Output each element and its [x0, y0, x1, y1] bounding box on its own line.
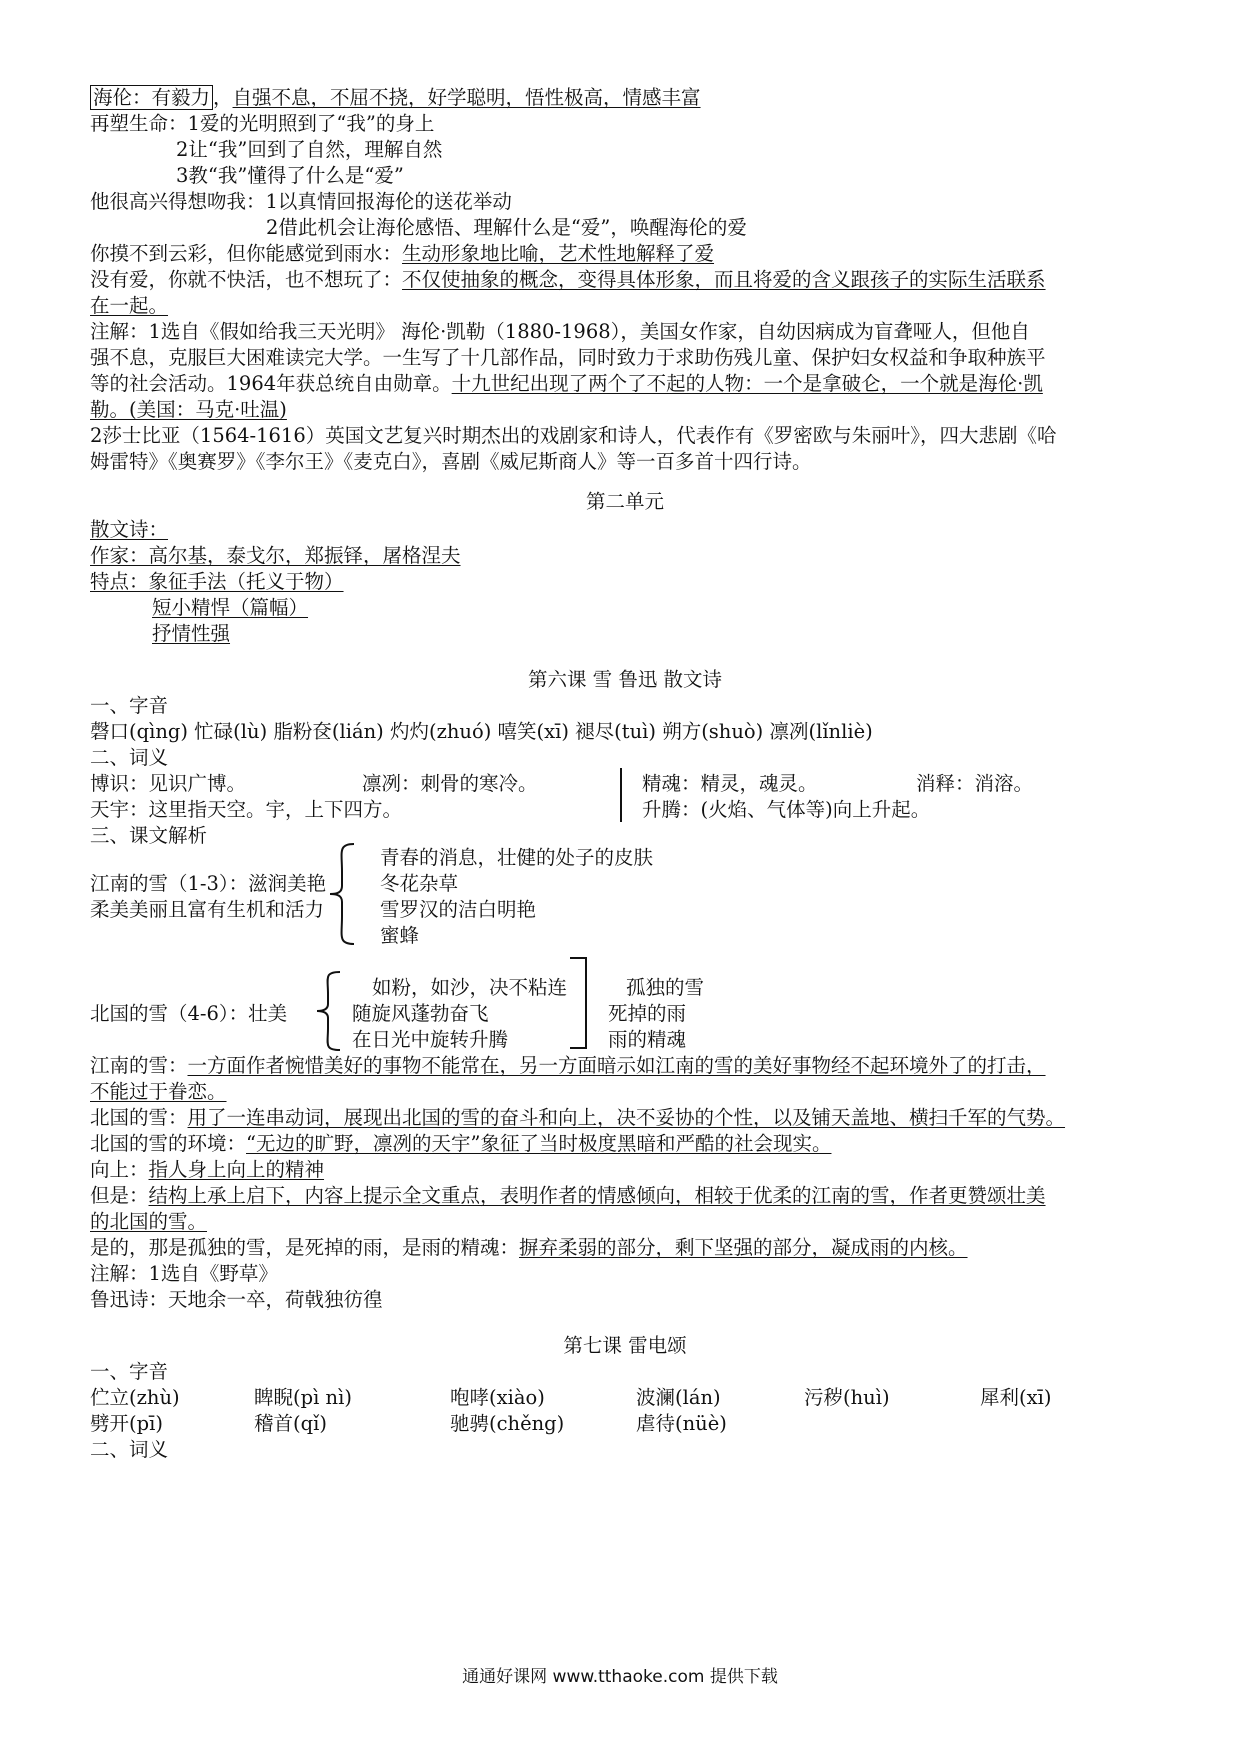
north-item: 随旋风蓬勃奋飞: [352, 1002, 489, 1025]
cloud-line: 你摸不到云彩，但你能感觉到雨水：生动形象地比喻，艺术性地解释了爱: [90, 242, 715, 265]
lesson6-note: 注解：1选自《野草》: [90, 1262, 278, 1285]
unit2-title: 第二单元: [585, 490, 664, 513]
kiss-line: 他很高兴得想吻我：1以真情回报海伦的送花举动: [90, 190, 512, 213]
south-item: 雪罗汉的洁白明艳: [380, 898, 537, 921]
lesson7-title: 第七课 雷电颂: [563, 1334, 687, 1357]
north-item: 如粉，如沙，决不粘连: [372, 976, 568, 999]
prose-poem-label: 散文诗：: [90, 518, 169, 541]
pron-item: 稽首(qǐ): [254, 1412, 327, 1435]
pron-item: 波澜(lán): [636, 1386, 721, 1409]
north-snow-label: 北国的雪（4-6）：壮美: [90, 1002, 288, 1025]
north-right-item: 死掉的雨: [608, 1002, 687, 1025]
lesson6-poem: 鲁迅诗：天地余一卒，荷戟独彷徨: [90, 1288, 383, 1311]
environment-explain: 北国的雪的环境：“无边的旷野，凛冽的天宇”象征了当时极度黑暗和严酷的社会现实。: [90, 1132, 832, 1155]
pron-item: 犀利(xī): [980, 1386, 1052, 1409]
south-snow-sub: 柔美美丽且富有生机和活力: [90, 898, 325, 921]
lesson7-vocab-head: 二、词义: [90, 1438, 169, 1461]
south-item: 青春的消息，壮健的处子的皮肤: [380, 846, 654, 869]
features-line: 特点：象征手法（托义于物）: [90, 570, 344, 593]
analysis-head: 三、课文解析: [90, 824, 208, 847]
lesson7-pron-head: 一、字音: [90, 1360, 169, 1383]
north-right-item: 孤独的雪: [626, 976, 705, 999]
love-line-cont: 在一起。: [90, 294, 169, 317]
feature-2: 短小精悍（篇幅）: [152, 596, 309, 619]
north-explain: 北国的雪：用了一连串动词，展现出北国的雪的奋斗和向上，决不妥协的个性，以及铺天盖地、横扫千军的气势。: [90, 1106, 1066, 1129]
vocab-4: 消释：消溶。: [916, 772, 1034, 795]
pron-item: 睥睨(pì nì): [254, 1386, 352, 1409]
helen-line: 海伦：有毅力 ，自强不息，不屈不挠，好学聪明，悟性极高，情感丰富: [90, 84, 701, 112]
north-item: 在日光中旋转升腾: [352, 1028, 509, 1051]
south-item: 冬花杂草: [380, 872, 459, 895]
feature-3: 抒情性强: [152, 622, 231, 645]
south-item: 蜜蜂: [380, 924, 420, 947]
love-line: 没有爱，你就不快活，也不想玩了：不仅使抽象的概念，变得具体形象，而且将爱的含义跟孩子的实际生活联系: [90, 268, 1046, 291]
north-brace: [312, 970, 348, 1052]
vocab-divider: [620, 768, 622, 822]
helen-label: 海伦：有毅力: [90, 85, 213, 110]
but-explain: 但是：结构上承上启下，内容上提示全文重点，表明作者的情感倾向，相较于优柔的江南的雪，作者更赞颂壮美: [90, 1184, 1046, 1207]
note-1-line-b: 强不息，克服巨大困难读完大学。一生写了十几部作品，同时致力于求助伤残儿童、保护妇女权益和争取种族平: [90, 346, 1046, 369]
pron-item: 劈开(pī): [90, 1412, 163, 1435]
lesson6-title: 第六课 雪 鲁迅 散文诗: [527, 668, 723, 691]
north-right-item: 雨的精魂: [608, 1028, 687, 1051]
note-1-line-c: 等的社会活动。1964年获总统自由勋章。十九世纪出现了两个了不起的人物：一个是拿破仑，一个就是海伦·凯: [90, 372, 1043, 395]
pron-item: 咆哮(xiào): [450, 1386, 545, 1409]
vocab-3: 精魂：精灵，魂灵。: [642, 772, 818, 795]
south-snow-label: 江南的雪（1-3）：滋润美艳: [90, 872, 327, 895]
vocab-1: 博识：见识广博。: [90, 772, 247, 795]
authors-line: 作家：高尔基，泰戈尔，郑振铎，屠格涅夫: [90, 544, 461, 567]
pron-item: 驰骋(chěng): [450, 1412, 565, 1435]
lesson6-vocab-head: 二、词义: [90, 746, 169, 769]
note-2-line-a: 2莎士比亚（1564-1616）英国文艺复兴时期杰出的戏剧家和诗人，代表作有《罗密欧与朱丽叶》，四大悲剧《哈: [90, 424, 1057, 447]
south-brace: [324, 842, 364, 946]
footer-credit: 通通好课网 www.tthaoke.com 提供下载: [462, 1667, 778, 1687]
lesson6-pron-line: 磬口(qìng) 忙碌(lù) 脂粉奁(lián) 灼灼(zhuó) 嘻笑(xī) 褪尽(tuì) 朔方(shuò) 凛冽(lǐnliè): [90, 720, 873, 743]
upward-explain: 向上：指人身上向上的精神: [90, 1158, 325, 1181]
reshape-item-2: 2让“我”回到了自然，理解自然: [176, 138, 443, 161]
north-bracket: [566, 956, 592, 1052]
but-explain-cont: 的北国的雪。: [90, 1210, 208, 1233]
reshape-item-3: 3教“我”懂得了什么是“爱”: [176, 164, 404, 187]
note-2-line-b: 姆雷特》《奥赛罗》《李尔王》《麦克白》，喜剧《威尼斯商人》等一百多首十四行诗。: [90, 450, 812, 473]
vocab-2: 凛冽：刺骨的寒冷。: [362, 772, 538, 795]
note-1-line-a: 注解：1选自《假如给我三天光明》 海伦·凯勒（1880-1968），美国女作家，自幼因病成为盲聋哑人，但他自: [90, 320, 1030, 343]
south-explain: 江南的雪：一方面作者惋惜美好的事物不能常在，另一方面暗示如江南的雪的美好事物经不起环境外了的打击，: [90, 1054, 1046, 1077]
helen-traits: 自强不息，不屈不挠，好学聪明，悟性极高，情感丰富: [232, 86, 701, 109]
kiss-item-2: 2借此机会让海伦感悟、理解什么是“爱”，唤醒海伦的爱: [266, 216, 747, 239]
yes-explain: 是的，那是孤独的雪，是死掉的雨，是雨的精魂：摒弃柔弱的部分，剩下坚强的部分，凝成雨的内核。: [90, 1236, 968, 1259]
note-1-line-d: 勒。(美国：马克·吐温): [90, 398, 287, 421]
vocab-6: 升腾：(火焰、气体等)向上升起。: [642, 798, 931, 821]
pron-item: 污秽(huì): [804, 1386, 890, 1409]
lesson6-pron-head: 一、字音: [90, 694, 169, 717]
south-explain-cont: 不能过于眷恋。: [90, 1080, 227, 1103]
reshape-line: 再塑生命：1爱的光明照到了“我”的身上: [90, 112, 435, 135]
vocab-5: 天宇：这里指天空。宇，上下四方。: [90, 798, 403, 821]
pron-item: 虐待(nüè): [636, 1412, 727, 1435]
pron-item: 伫立(zhù): [90, 1386, 180, 1409]
